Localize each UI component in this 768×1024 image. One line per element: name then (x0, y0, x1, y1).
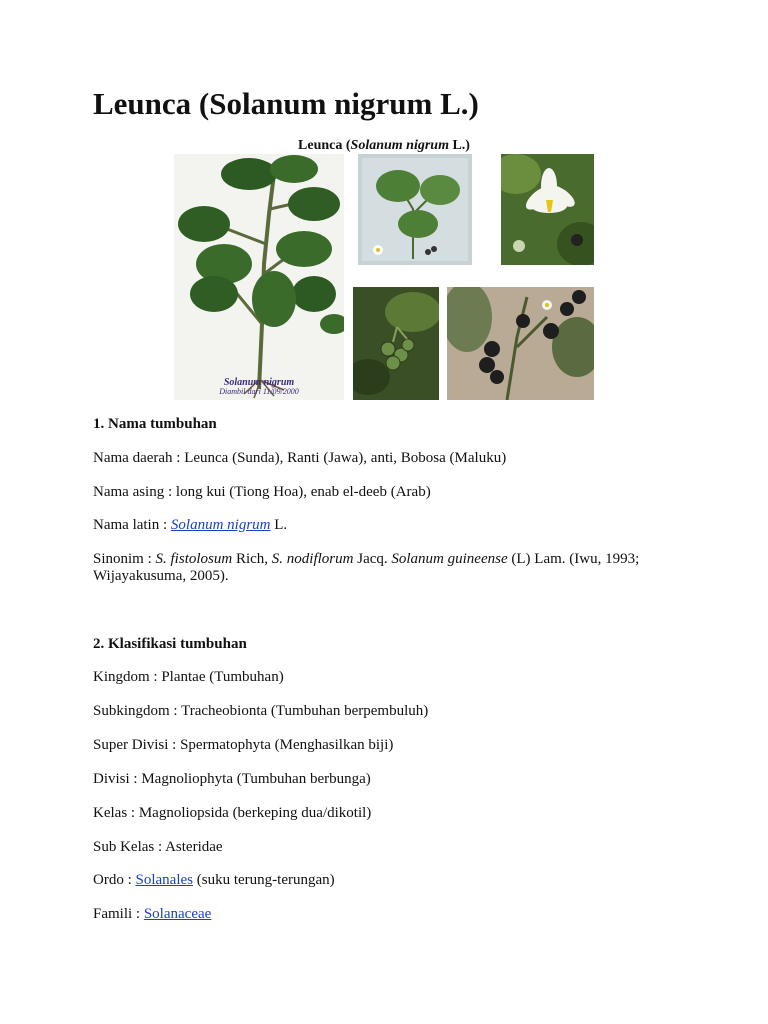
section-1-heading: 1. Nama tumbuhan (93, 416, 217, 432)
nama-daerah: Nama daerah : Leunca (Sunda), Ranti (Jawa), anti, Bobosa (Maluku) (93, 450, 507, 466)
solanales-link[interactable]: Solanales (135, 872, 193, 888)
figure-caption: Leunca (Solanum nigrum L.) (298, 138, 470, 153)
solanaceae-link[interactable]: Solanaceae (143, 906, 212, 922)
famili: Famili : Solanaceae (93, 906, 212, 922)
divisi: Divisi : Magnoliophyta (Tumbuhan berbunga) (93, 771, 371, 787)
kingdom: Kingdom : Plantae (Tumbuhan) (93, 669, 284, 685)
specimen-plate-photo (358, 154, 472, 265)
ordo: Ordo : Solanales (suku terung-terungan) (93, 872, 335, 888)
section-2-heading: 2. Klasifikasi tumbuhan (93, 636, 247, 652)
herbarium-photo (174, 154, 344, 400)
green-berries-photo (353, 287, 439, 400)
nama-latin: Nama latin : Solanum nigrum L. (93, 517, 288, 533)
super-divisi: Super Divisi : Spermatophyta (Menghasilkan biji) (93, 737, 394, 753)
solanum-nigrum-link[interactable]: Solanum nigrum (170, 517, 271, 533)
nama-asing: Nama asing : long kui (Tiong Hoa), enab el-deeb (Arab) (93, 484, 431, 500)
kelas: Kelas : Magnoliopsida (berkeping dua/dikotil) (93, 805, 372, 821)
subkingdom: Subkingdom : Tracheobionta (Tumbuhan berpembuluh) (93, 703, 429, 719)
herbarium-label: Solanum nigrum Diambil dari 11/09/2000 (219, 377, 299, 396)
sinonim: Sinonim : S. fistolosum Rich, S. nodiflorum Jacq. Solanum guineense (L) Lam. (Iwu, 1993; Wijayakusuma, 2005). (93, 551, 640, 584)
flower-photo (501, 154, 594, 265)
sub-kelas: Sub Kelas : Asteridae (93, 839, 223, 855)
page-title: Leunca (Solanum nigrum L.) (93, 86, 479, 121)
ripe-berries-photo (447, 287, 594, 400)
